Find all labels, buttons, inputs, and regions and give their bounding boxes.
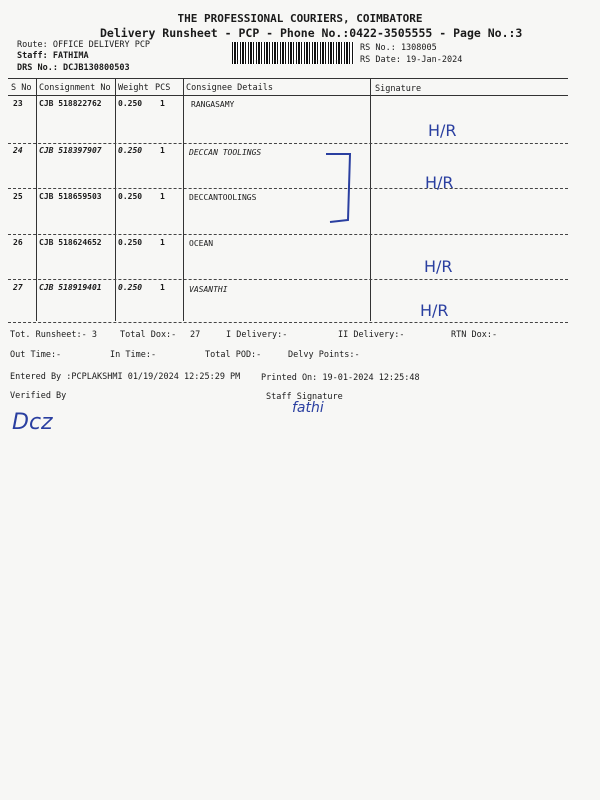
staff-label: Staff: FATHIMA	[17, 51, 89, 61]
table-row-pcs: 1	[160, 146, 165, 155]
table-row-pcs: 1	[160, 99, 165, 108]
table-row-signature: H/R	[420, 301, 449, 320]
drs-number: DRS No.: DCJB130800503	[17, 63, 130, 73]
col-signature: Signature	[375, 84, 422, 94]
table-row-pcs: 1	[160, 283, 165, 292]
rs-number: RS No.: 1308005	[360, 43, 437, 53]
table-row-consignment: CJB 518822762	[39, 99, 102, 108]
bracket-mark	[322, 150, 356, 226]
barcode	[232, 42, 354, 64]
tot-runsheet: Tot. Runsheet:- 3	[10, 330, 97, 340]
rtn-dox: RTN Dox:-	[451, 330, 498, 340]
table-row-sno: 24	[13, 146, 23, 155]
table-row-weight: 0.250	[118, 238, 143, 247]
runsheet-title: Delivery Runsheet - PCP - Phone No.:0422-3505555 - Page No.:3	[100, 26, 523, 40]
ii-delivery: II Delivery:-	[338, 330, 405, 340]
table-row-pcs: 1	[160, 238, 165, 247]
table-row-consignee: DECCAN TOOLINGS	[189, 148, 262, 157]
staff-signature-label: Staff Signature	[266, 392, 343, 402]
table-row-consignment: CJB 518397907	[39, 146, 102, 155]
table-row-consignee: OCEAN	[189, 239, 214, 248]
verified-by: Verified By	[10, 391, 67, 401]
col-pcs: PCS	[155, 83, 171, 93]
total-pod: Total POD:-	[205, 350, 262, 360]
table-row-signature: H/R	[424, 257, 453, 276]
total-dox-value: 27	[190, 330, 201, 340]
col-consignee: Consignee Details	[186, 83, 273, 93]
table-row-consignment: CJB 518919401	[39, 283, 102, 292]
table-row-weight: 0.250	[118, 192, 143, 201]
table-row-signature: H/R	[428, 121, 457, 140]
table-row-consignee: RANGASAMY	[191, 100, 235, 109]
table-row-consignment: CJB 518659503	[39, 192, 102, 201]
total-dox-label: Total Dox:-	[120, 330, 177, 340]
table-row-consignee: DECCANTOOLINGS	[189, 193, 257, 202]
rs-date: RS Date: 19-Jan-2024	[360, 55, 463, 65]
table-row-weight: 0.250	[118, 99, 143, 108]
in-time: In Time:-	[110, 350, 157, 360]
table-row-sno: 27	[13, 283, 23, 292]
col-weight: Weight	[118, 83, 149, 93]
table-row-sno: 25	[13, 192, 23, 201]
table-row-weight: 0.250	[118, 283, 143, 292]
table-row-consignment: CJB 518624652	[39, 238, 102, 247]
verified-signature: Dcz	[12, 410, 53, 435]
table-row-consignee: VASANTHI	[189, 285, 228, 294]
col-consignment: Consignment No	[39, 83, 111, 93]
table-row-pcs: 1	[160, 192, 165, 201]
i-delivery: I Delivery:-	[226, 330, 288, 340]
col-sno: S No	[11, 83, 32, 93]
table-row-sno: 26	[13, 238, 23, 247]
table-row-signature: H/R	[425, 173, 454, 192]
company-title: THE PROFESSIONAL COURIERS, COIMBATORE	[177, 12, 423, 25]
table-row-sno: 23	[13, 99, 23, 108]
staff-signature: fathi	[292, 400, 324, 416]
entered-by: Entered By :PCPLAKSHMI 01/19/2024 12:25:29 PM	[10, 372, 241, 382]
delvy-points: Delvy Points:-	[288, 350, 360, 360]
table-row-weight: 0.250	[118, 146, 143, 155]
out-time: Out Time:-	[10, 350, 62, 360]
route-label: Route: OFFICE DELIVERY PCP	[17, 40, 151, 50]
printed-on: Printed On: 19-01-2024 12:25:48	[261, 373, 420, 383]
